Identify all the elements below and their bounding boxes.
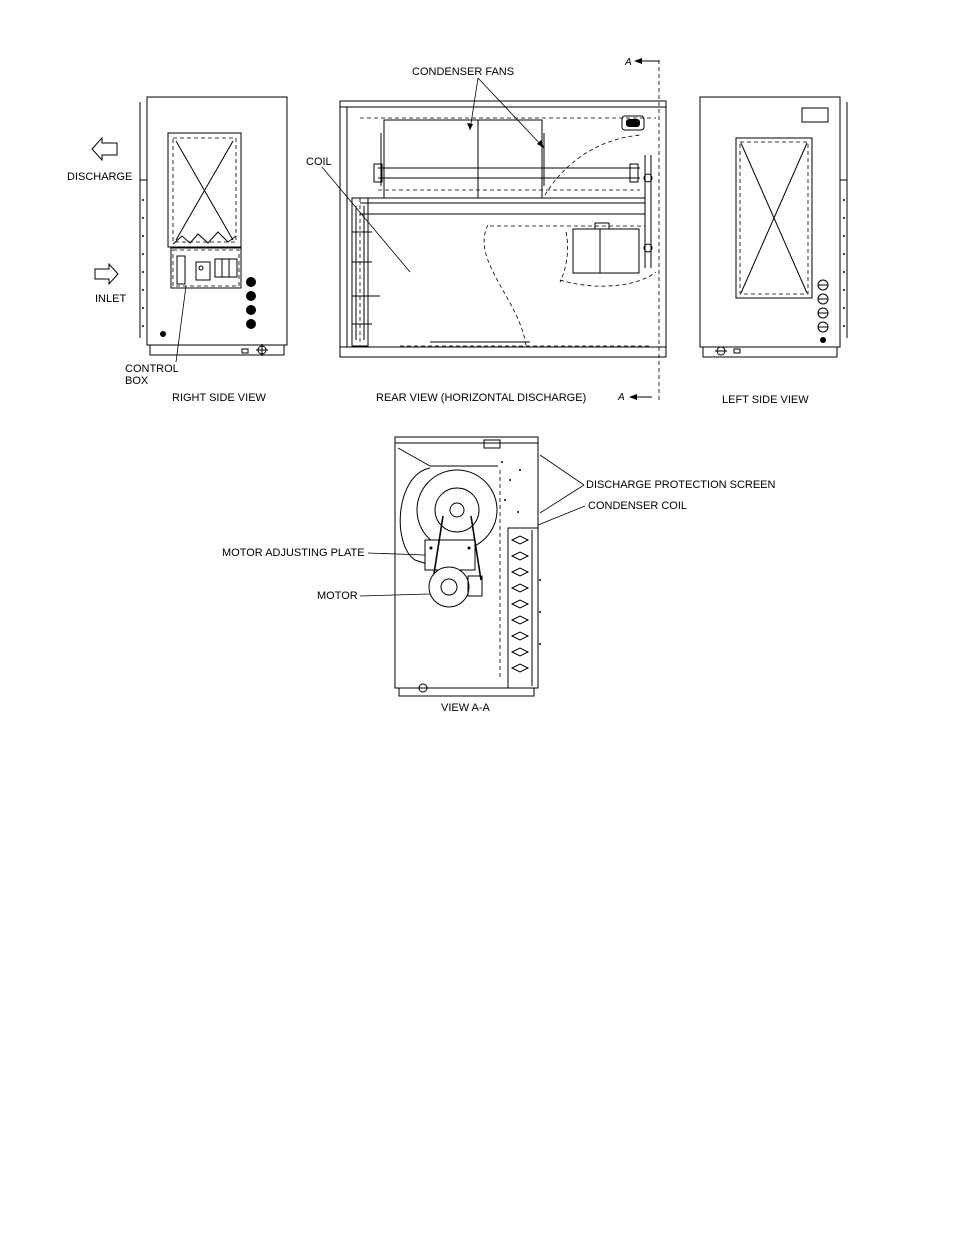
label-left-side-view: LEFT SIDE VIEW bbox=[722, 394, 809, 406]
label-rear-view: REAR VIEW (HORIZONTAL DISCHARGE) bbox=[376, 392, 587, 404]
label-discharge-protection-screen: DISCHARGE PROTECTION SCREEN bbox=[586, 479, 776, 491]
label-condenser-coil: CONDENSER COIL bbox=[588, 500, 688, 512]
left-side-view bbox=[700, 97, 847, 357]
view-a-a bbox=[360, 437, 585, 696]
label-motor-adjusting-plate: MOTOR ADJUSTING PLATE bbox=[222, 547, 365, 559]
label-section-top: A bbox=[625, 57, 632, 68]
label-section-bottom: A bbox=[618, 392, 625, 403]
label-right-side-view: RIGHT SIDE VIEW bbox=[172, 392, 266, 404]
label-motor: MOTOR bbox=[317, 590, 358, 602]
label-control-box-line2: BOX bbox=[125, 375, 149, 387]
discharge-arrow-icon bbox=[92, 138, 117, 160]
label-inlet: INLET bbox=[95, 293, 127, 305]
label-condenser-fans: CONDENSER FANS bbox=[412, 66, 515, 78]
label-control-box-line1: CONTROL bbox=[125, 363, 179, 375]
right-side-view bbox=[92, 97, 287, 362]
label-view-a-a: VIEW A-A bbox=[441, 702, 490, 714]
label-coil: COIL bbox=[306, 156, 332, 168]
label-discharge: DISCHARGE bbox=[67, 171, 133, 183]
inlet-arrow-icon bbox=[95, 264, 118, 284]
rear-view bbox=[322, 58, 666, 400]
